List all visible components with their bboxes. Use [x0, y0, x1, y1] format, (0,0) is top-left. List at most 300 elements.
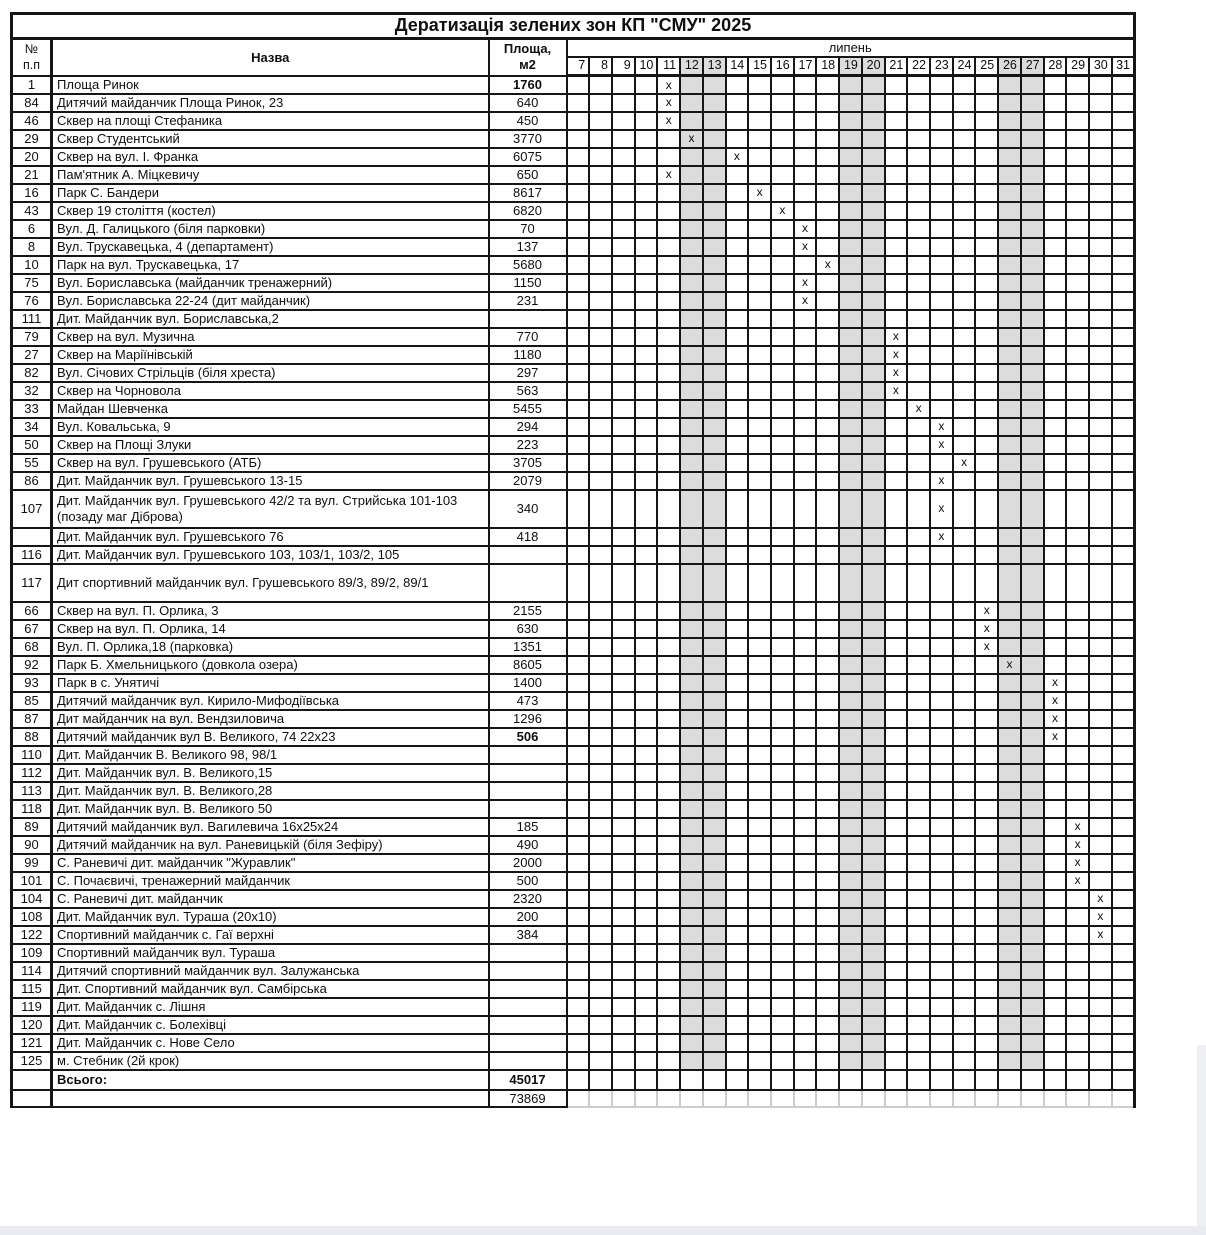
- table-row: [12, 274, 1135, 292]
- schedule-day-cell: [998, 184, 1021, 202]
- schedule-day-cell: [567, 692, 590, 710]
- schedule-day-cell: [1112, 546, 1135, 564]
- schedule-day-cell: [839, 908, 862, 926]
- schedule-day-cell: [953, 962, 976, 980]
- schedule-day-cell: [1112, 238, 1135, 256]
- schedule-day-cell: [1044, 546, 1067, 564]
- schedule-day-cell: [1044, 926, 1067, 944]
- schedule-day-cell: [862, 1016, 885, 1034]
- schedule-day-cell: [748, 76, 771, 94]
- schedule-day-cell: [862, 364, 885, 382]
- totals-day-cell: [703, 1070, 726, 1090]
- table-row: [12, 112, 1135, 130]
- schedule-day-cell: [771, 908, 794, 926]
- schedule-day-cell: [1066, 112, 1089, 130]
- schedule-day-cell: [885, 908, 908, 926]
- schedule-day-cell: [1021, 166, 1044, 184]
- schedule-day-cell: [680, 400, 703, 418]
- schedule-day-cell: [1089, 710, 1112, 728]
- schedule-day-cell: [680, 490, 703, 528]
- schedule-day-cell: [748, 202, 771, 220]
- schedule-day-cell: [794, 472, 817, 490]
- schedule-day-cell: [589, 728, 612, 746]
- schedule-day-cell: [567, 1034, 590, 1052]
- schedule-day-cell: [998, 602, 1021, 620]
- schedule-day-cell: [748, 238, 771, 256]
- schedule-day-cell: [885, 746, 908, 764]
- schedule-day-cell: [930, 962, 953, 980]
- schedule-day-cell: [953, 1034, 976, 1052]
- schedule-day-cell: [998, 274, 1021, 292]
- schedule-day-cell: [1089, 148, 1112, 166]
- schedule-day-cell: [998, 818, 1021, 836]
- schedule-day-cell: [680, 962, 703, 980]
- schedule-day-cell: [589, 764, 612, 782]
- schedule-day-cell: [862, 490, 885, 528]
- row-area: 5455: [489, 400, 567, 418]
- schedule-day-cell: [975, 528, 998, 546]
- schedule-day-cell: [953, 112, 976, 130]
- schedule-day-cell: [771, 400, 794, 418]
- schedule-day-cell: [567, 836, 590, 854]
- table-row: [12, 184, 1135, 202]
- schedule-day-cell: [953, 546, 976, 564]
- schedule-day-cell: [680, 310, 703, 328]
- schedule-day-cell: [839, 980, 862, 998]
- schedule-day-cell: [1112, 656, 1135, 674]
- schedule-day-cell: [612, 728, 635, 746]
- schedule-day-cell: [703, 418, 726, 436]
- schedule-day-cell: [748, 620, 771, 638]
- schedule-day-cell: [703, 490, 726, 528]
- schedule-day-cell: [816, 692, 839, 710]
- schedule-day-cell: [1112, 1034, 1135, 1052]
- schedule-day-cell: [885, 872, 908, 890]
- row-name: Сквер Студентський: [52, 130, 489, 148]
- schedule-day-cell: [1044, 746, 1067, 764]
- schedule-day-cell: [794, 310, 817, 328]
- schedule-day-cell: x: [794, 220, 817, 238]
- schedule-day-cell: [953, 94, 976, 112]
- schedule-day-cell: [680, 782, 703, 800]
- schedule-day-cell: [567, 490, 590, 528]
- row-name: Парк на вул. Трускавецька, 17: [52, 256, 489, 274]
- row-area: 1180: [489, 346, 567, 364]
- schedule-day-cell: [885, 890, 908, 908]
- table-row: [12, 220, 1135, 238]
- schedule-day-cell: [794, 674, 817, 692]
- schedule-day-cell: [998, 112, 1021, 130]
- schedule-day-cell: [703, 328, 726, 346]
- schedule-day-cell: [1021, 1034, 1044, 1052]
- schedule-day-cell: [953, 602, 976, 620]
- schedule-day-cell: [567, 148, 590, 166]
- schedule-day-cell: [680, 854, 703, 872]
- schedule-day-cell: [1021, 454, 1044, 472]
- schedule-day-cell: [589, 710, 612, 728]
- secondary-day-cell: [839, 1090, 862, 1108]
- schedule-day-cell: [839, 746, 862, 764]
- schedule-day-cell: [907, 674, 930, 692]
- schedule-day-cell: [998, 1052, 1021, 1070]
- schedule-day-cell: [680, 926, 703, 944]
- totals-day-cell: [998, 1070, 1021, 1090]
- schedule-day-cell: [771, 1052, 794, 1070]
- schedule-day-cell: [703, 94, 726, 112]
- schedule-day-cell: [953, 292, 976, 310]
- schedule-day-cell: [657, 980, 680, 998]
- schedule-day-cell: [726, 112, 749, 130]
- totals-day-cell: [612, 1070, 635, 1090]
- secondary-totals-row: [12, 1090, 1135, 1108]
- row-number: 21: [12, 166, 52, 184]
- schedule-day-cell: [907, 238, 930, 256]
- totals-day-cell: [953, 1070, 976, 1090]
- schedule-day-cell: [816, 998, 839, 1016]
- schedule-day-cell: [930, 310, 953, 328]
- table-row: [12, 256, 1135, 274]
- schedule-day-cell: x: [1044, 710, 1067, 728]
- schedule-day-cell: [612, 166, 635, 184]
- schedule-day-cell: [657, 692, 680, 710]
- schedule-day-cell: [907, 692, 930, 710]
- row-name: Вул. Січових Стрільців (біля хреста): [52, 364, 489, 382]
- schedule-day-cell: [771, 94, 794, 112]
- day-header: 25: [975, 57, 998, 76]
- schedule-day-cell: [703, 546, 726, 564]
- row-area: [489, 998, 567, 1016]
- day-header: 21: [885, 57, 908, 76]
- schedule-day-cell: [1089, 274, 1112, 292]
- row-number: 79: [12, 328, 52, 346]
- schedule-day-cell: [1089, 656, 1112, 674]
- schedule-day-cell: [635, 292, 658, 310]
- row-area: 6820: [489, 202, 567, 220]
- schedule-day-cell: [930, 328, 953, 346]
- schedule-day-cell: [612, 346, 635, 364]
- schedule-day-cell: [612, 890, 635, 908]
- schedule-day-cell: [680, 202, 703, 220]
- schedule-day-cell: [589, 76, 612, 94]
- day-header: 13: [703, 57, 726, 76]
- schedule-day-cell: [839, 674, 862, 692]
- schedule-day-cell: [635, 872, 658, 890]
- schedule-day-cell: [612, 692, 635, 710]
- table-row: [12, 746, 1135, 764]
- schedule-day-cell: [635, 674, 658, 692]
- schedule-day-cell: [1044, 364, 1067, 382]
- schedule-day-cell: [635, 728, 658, 746]
- schedule-day-cell: [885, 400, 908, 418]
- table-row: [12, 1052, 1135, 1070]
- schedule-day-cell: [726, 202, 749, 220]
- schedule-day-cell: [567, 112, 590, 130]
- schedule-day-cell: [885, 656, 908, 674]
- row-number: 88: [12, 728, 52, 746]
- schedule-day-cell: [907, 546, 930, 564]
- schedule-day-cell: [998, 436, 1021, 454]
- schedule-day-cell: [748, 764, 771, 782]
- schedule-day-cell: [703, 364, 726, 382]
- schedule-day-cell: [839, 238, 862, 256]
- schedule-day-cell: [748, 436, 771, 454]
- schedule-day-cell: [839, 872, 862, 890]
- schedule-day-cell: [748, 638, 771, 656]
- schedule-day-cell: [771, 166, 794, 184]
- schedule-day-cell: [953, 782, 976, 800]
- schedule-day-cell: [975, 220, 998, 238]
- row-name: Дит. Майданчик вул. В. Великого 50: [52, 800, 489, 818]
- schedule-day-cell: [975, 112, 998, 130]
- schedule-day-cell: [998, 546, 1021, 564]
- schedule-day-cell: [748, 890, 771, 908]
- schedule-day-cell: [635, 638, 658, 656]
- schedule-day-cell: [794, 1052, 817, 1070]
- schedule-day-cell: [839, 926, 862, 944]
- schedule-day-cell: [1089, 836, 1112, 854]
- schedule-day-cell: [1066, 890, 1089, 908]
- schedule-day-cell: [680, 800, 703, 818]
- schedule-day-cell: x: [1044, 674, 1067, 692]
- schedule-day-cell: [839, 546, 862, 564]
- schedule-day-cell: [975, 130, 998, 148]
- schedule-day-cell: [657, 364, 680, 382]
- row-area: 6075: [489, 148, 567, 166]
- schedule-day-cell: [680, 944, 703, 962]
- table-row: [12, 528, 1135, 546]
- secondary-day-cell: [726, 1090, 749, 1108]
- row-number: 50: [12, 436, 52, 454]
- schedule-day-cell: [839, 184, 862, 202]
- schedule-day-cell: [839, 472, 862, 490]
- schedule-day-cell: [907, 328, 930, 346]
- totals-day-cell: [1112, 1070, 1135, 1090]
- table-row: [12, 472, 1135, 490]
- schedule-day-cell: [1089, 854, 1112, 872]
- row-name: С. Раневичі дит. майданчик "Журавлик": [52, 854, 489, 872]
- schedule-day-cell: [1089, 620, 1112, 638]
- schedule-day-cell: [816, 292, 839, 310]
- schedule-day-cell: [726, 220, 749, 238]
- schedule-day-cell: [726, 364, 749, 382]
- schedule-day-cell: [703, 130, 726, 148]
- schedule-day-cell: [794, 454, 817, 472]
- schedule-day-cell: [1066, 710, 1089, 728]
- schedule-day-cell: [771, 782, 794, 800]
- schedule-day-cell: [862, 692, 885, 710]
- schedule-day-cell: [635, 274, 658, 292]
- schedule-day-cell: [998, 454, 1021, 472]
- schedule-day-cell: [839, 602, 862, 620]
- schedule-day-cell: [907, 620, 930, 638]
- area-header-line2: м2: [519, 57, 536, 73]
- schedule-day-cell: [862, 76, 885, 94]
- schedule-day-cell: [748, 800, 771, 818]
- row-number: [12, 528, 52, 546]
- schedule-day-cell: [589, 328, 612, 346]
- schedule-day-cell: [1021, 764, 1044, 782]
- schedule-day-cell: [1066, 1016, 1089, 1034]
- schedule-day-cell: [816, 836, 839, 854]
- schedule-day-cell: [635, 382, 658, 400]
- schedule-day-cell: [930, 400, 953, 418]
- schedule-day-cell: [839, 274, 862, 292]
- schedule-day-cell: [612, 564, 635, 602]
- schedule-day-cell: [907, 454, 930, 472]
- day-header: 15: [748, 57, 771, 76]
- schedule-day-cell: [1044, 148, 1067, 166]
- schedule-day-cell: [975, 890, 998, 908]
- row-name: Сквер на вул. Музична: [52, 328, 489, 346]
- schedule-day-cell: [612, 1016, 635, 1034]
- secondary-day-cell: [612, 1090, 635, 1108]
- schedule-day-cell: [771, 454, 794, 472]
- schedule-day-cell: [589, 1052, 612, 1070]
- table-row: [12, 782, 1135, 800]
- secondary-day-cell: [635, 1090, 658, 1108]
- row-number: 116: [12, 546, 52, 564]
- schedule-day-cell: [862, 890, 885, 908]
- schedule-day-cell: [953, 274, 976, 292]
- schedule-day-cell: [862, 1034, 885, 1052]
- schedule-day-cell: [726, 436, 749, 454]
- schedule-day-cell: [635, 926, 658, 944]
- schedule-day-cell: [907, 602, 930, 620]
- schedule-day-cell: [839, 310, 862, 328]
- schedule-day-cell: [862, 418, 885, 436]
- schedule-day-cell: [907, 944, 930, 962]
- schedule-day-cell: x: [930, 418, 953, 436]
- deratization-schedule-sheet: [10, 12, 1136, 1108]
- schedule-day-cell: [816, 238, 839, 256]
- day-header: 10: [635, 57, 658, 76]
- schedule-day-cell: [975, 980, 998, 998]
- schedule-day-cell: [1066, 782, 1089, 800]
- row-name: Сквер на вул. П. Орлика, 3: [52, 602, 489, 620]
- schedule-day-cell: [771, 130, 794, 148]
- schedule-day-cell: [1021, 490, 1044, 528]
- schedule-day-cell: [953, 818, 976, 836]
- schedule-day-cell: [1066, 472, 1089, 490]
- schedule-day-cell: [771, 674, 794, 692]
- schedule-day-cell: [816, 418, 839, 436]
- schedule-day-cell: [589, 890, 612, 908]
- schedule-day-cell: [567, 76, 590, 94]
- schedule-day-cell: [816, 202, 839, 220]
- schedule-day-cell: [635, 130, 658, 148]
- table-row: [12, 674, 1135, 692]
- schedule-day-cell: [589, 546, 612, 564]
- schedule-day-cell: [862, 274, 885, 292]
- schedule-day-cell: [907, 364, 930, 382]
- schedule-day-cell: [975, 274, 998, 292]
- schedule-day-cell: [1044, 962, 1067, 980]
- schedule-day-cell: [1089, 490, 1112, 528]
- schedule-day-cell: [975, 1034, 998, 1052]
- schedule-day-cell: [1066, 528, 1089, 546]
- row-name: Сквер на Маріїнівській: [52, 346, 489, 364]
- schedule-day-cell: [1044, 472, 1067, 490]
- schedule-day-cell: [930, 94, 953, 112]
- schedule-day-cell: x: [930, 528, 953, 546]
- row-area: [489, 980, 567, 998]
- schedule-day-cell: [975, 564, 998, 602]
- row-name: Дит. Майданчик вул. Грушевського 76: [52, 528, 489, 546]
- schedule-day-cell: [1112, 454, 1135, 472]
- schedule-day-cell: x: [975, 602, 998, 620]
- schedule-day-cell: [612, 184, 635, 202]
- schedule-day-cell: [975, 782, 998, 800]
- schedule-day-cell: [816, 112, 839, 130]
- schedule-day-cell: x: [1044, 728, 1067, 746]
- schedule-day-cell: [635, 490, 658, 528]
- schedule-day-cell: [1112, 854, 1135, 872]
- schedule-day-cell: [703, 454, 726, 472]
- table-row: [12, 854, 1135, 872]
- schedule-day-cell: [612, 454, 635, 472]
- table-row: [12, 94, 1135, 112]
- row-area: 1296: [489, 710, 567, 728]
- schedule-day-cell: [1112, 220, 1135, 238]
- schedule-day-cell: [703, 602, 726, 620]
- schedule-day-cell: [975, 364, 998, 382]
- schedule-day-cell: [1112, 310, 1135, 328]
- schedule-day-cell: [748, 310, 771, 328]
- schedule-day-cell: [930, 710, 953, 728]
- totals-day-cell: [680, 1070, 703, 1090]
- totals-day-cell: [839, 1070, 862, 1090]
- schedule-day-cell: [885, 454, 908, 472]
- schedule-day-cell: [680, 94, 703, 112]
- schedule-day-cell: [703, 346, 726, 364]
- schedule-day-cell: [998, 728, 1021, 746]
- schedule-day-cell: [771, 564, 794, 602]
- schedule-day-cell: [885, 436, 908, 454]
- totals-day-cell: [726, 1070, 749, 1090]
- table-row: [12, 890, 1135, 908]
- schedule-day-cell: [612, 1034, 635, 1052]
- row-area: 223: [489, 436, 567, 454]
- schedule-day-cell: [907, 800, 930, 818]
- schedule-day-cell: [657, 328, 680, 346]
- schedule-day-cell: [953, 998, 976, 1016]
- schedule-day-cell: [1089, 292, 1112, 310]
- page-title: Дератизація зелених зон КП "СМУ" 2025: [12, 14, 1135, 39]
- schedule-day-cell: [771, 256, 794, 274]
- schedule-day-cell: [885, 274, 908, 292]
- schedule-day-cell: [839, 76, 862, 94]
- schedule-day-cell: [907, 184, 930, 202]
- schedule-day-cell: [1089, 94, 1112, 112]
- schedule-day-cell: [748, 418, 771, 436]
- schedule-day-cell: [612, 710, 635, 728]
- schedule-day-cell: [794, 818, 817, 836]
- schedule-day-cell: [794, 854, 817, 872]
- schedule-day-cell: [567, 998, 590, 1016]
- schedule-day-cell: [907, 220, 930, 238]
- schedule-day-cell: [1089, 220, 1112, 238]
- schedule-day-cell: [635, 602, 658, 620]
- schedule-day-cell: [1021, 436, 1044, 454]
- row-number: 75: [12, 274, 52, 292]
- schedule-day-cell: [703, 220, 726, 238]
- schedule-day-cell: [816, 166, 839, 184]
- schedule-day-cell: [930, 980, 953, 998]
- schedule-day-cell: [771, 602, 794, 620]
- schedule-day-cell: [1021, 528, 1044, 546]
- schedule-day-cell: [816, 638, 839, 656]
- schedule-day-cell: [612, 436, 635, 454]
